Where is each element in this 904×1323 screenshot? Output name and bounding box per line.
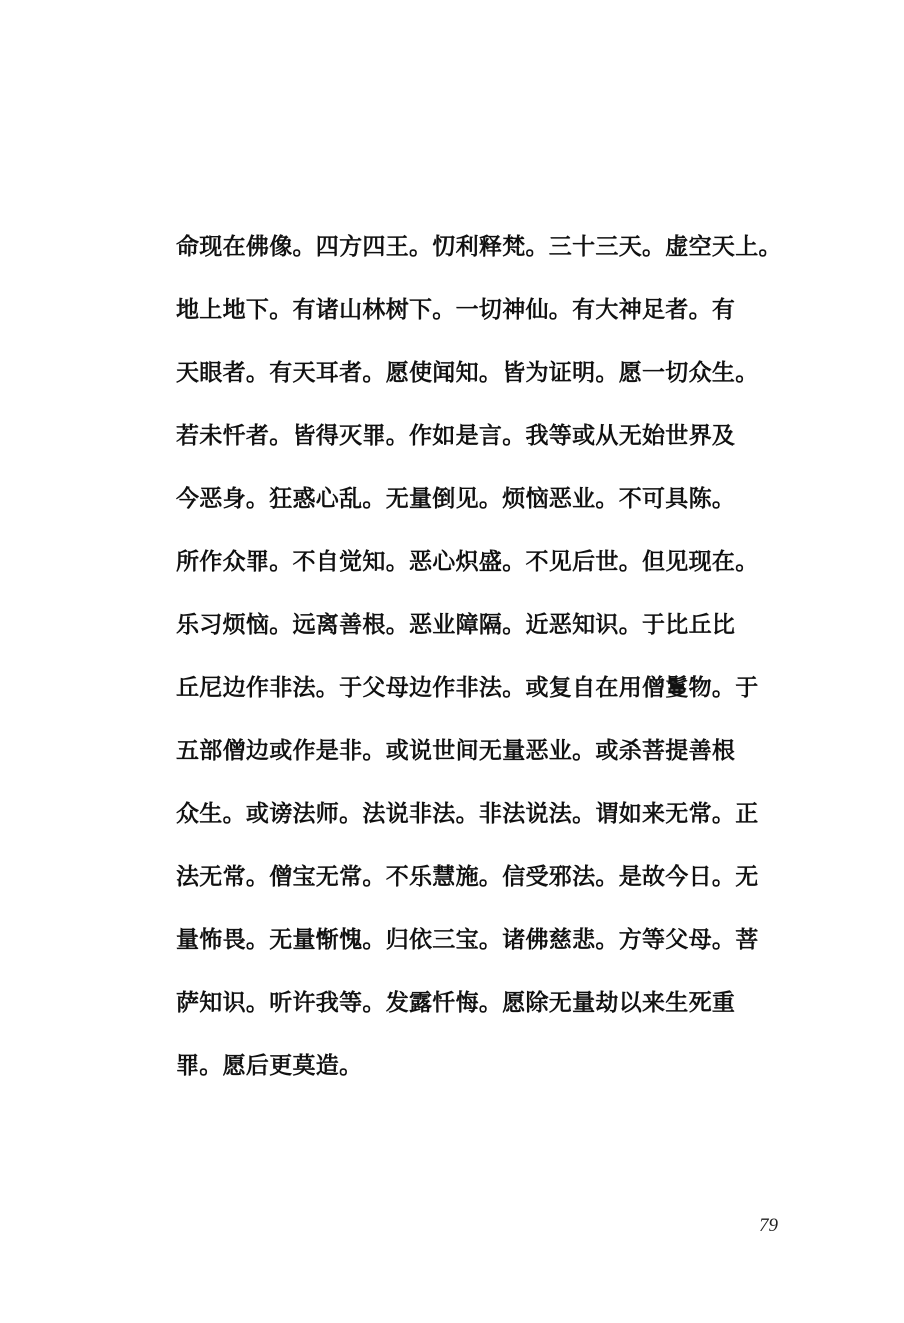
text-line-2: 地上地下。有诸山林树下。一切神仙。有大神足者。有 [176, 296, 736, 323]
text-line-13: 萨知识。听许我等。发露忏悔。愿除无量劫以来生死重 [176, 989, 736, 1016]
text-line-14: 罪。愿后更莫造。 [176, 1052, 363, 1079]
text-line-3: 天眼者。有天耳者。愿使闻知。皆为证明。愿一切众生。 [176, 359, 759, 386]
text-line-8: 丘尼边作非法。于父母边作非法。或复自在用僧鬘物。于 [176, 674, 759, 701]
text-line-7: 乐习烦恼。远离善根。恶业障隔。近恶知识。于比丘比 [176, 611, 736, 638]
text-line-12: 量怖畏。无量惭愧。归依三宝。诸佛慈悲。方等父母。菩 [176, 926, 759, 953]
text-line-1: 命现在佛像。四方四王。忉利释梵。三十三天。虚空天上。 [176, 233, 782, 260]
body-text [176, 224, 786, 1106]
text-line-5: 今恶身。狂惑心乱。无量倒见。烦恼恶业。不可具陈。 [176, 485, 736, 512]
text-line-4: 若未忏者。皆得灭罪。作如是言。我等或从无始世界及 [176, 422, 736, 449]
text-line-6: 所作众罪。不自觉知。恶心炽盛。不见后世。但见现在。 [176, 548, 759, 575]
text-line-11: 法无常。僧宝无常。不乐慧施。信受邪法。是故今日。无 [176, 863, 759, 890]
text-line-9: 五部僧边或作是非。或说世间无量恶业。或杀菩提善根 [176, 737, 736, 764]
page-number: 79 [759, 1215, 778, 1236]
text-line-10: 众生。或谤法师。法说非法。非法说法。谓如来无常。正 [176, 800, 759, 827]
